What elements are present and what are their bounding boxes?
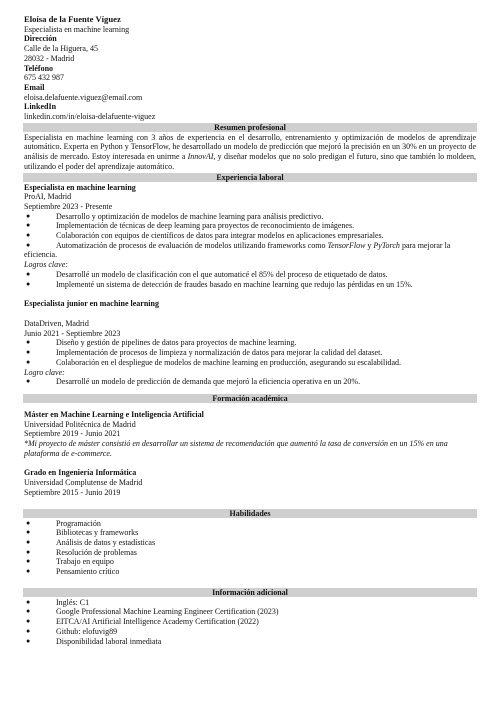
additional-list — [24, 598, 476, 647]
contact-block — [24, 15, 476, 122]
bullet-icon: ● — [26, 617, 31, 626]
education-item-2 — [24, 468, 476, 497]
list-item: ● Colaboración en el despliegue de modelos de machine learning en producción, asegurando su escalabilidad. — [26, 357, 401, 367]
bullet-icon: ● — [26, 240, 31, 249]
bullet-icon: ● — [26, 597, 31, 606]
bullet-icon: ● — [26, 518, 31, 527]
list-item: ● Desarrollé un modelo de predicción de demanda que mejoró la eficiencia operativa en un 20%. — [26, 377, 361, 387]
list-item: ● Desarrollo y optimización de modelos de machine learning para análisis predictivo. — [26, 211, 324, 221]
address-line1: Calle de la Higuera, 45 — [24, 44, 98, 54]
list-item: ● Github: elofuvig89 — [26, 626, 118, 636]
bullet-icon: ● — [26, 211, 31, 220]
bullet-icon: ● — [26, 547, 31, 556]
experience-heading: Experiencia laboral — [23, 173, 477, 182]
list-item: ● EITCA/AI Artificial Intelligence Academy Certification (2022) — [26, 617, 259, 627]
list-item: ● Programación — [26, 518, 101, 528]
summary-company: InnovAI — [187, 152, 214, 162]
additional-heading: Información adicional — [23, 588, 477, 597]
bullet-icon: ● — [26, 528, 31, 537]
phone-label: Teléfono — [24, 63, 54, 73]
degree-school: Universidad Politécnica de Madrid — [24, 419, 136, 429]
list-item: ● Colaboración con equipos de científicos de datos para integrar modelos en aplicaciones empresariales. — [26, 231, 384, 241]
job-2 — [24, 299, 476, 387]
skills-list — [24, 519, 476, 577]
degree-dates: Septiembre 2015 - Junio 2019 — [24, 487, 121, 497]
job-achievements — [24, 270, 476, 289]
degree-title: Máster en Machine Learning e Inteligencia Artificial — [24, 409, 204, 419]
bullet-icon: ● — [26, 636, 31, 645]
bullet-icon: ● — [26, 626, 31, 635]
bullet-icon: ● — [26, 377, 31, 386]
list-item: ● Diseño y gestión de pipelines de datos para proyectos de machine learning. — [26, 338, 297, 348]
list-item: ● Inglés: C1 — [26, 597, 90, 607]
task-continuation: eficiencia. — [24, 250, 58, 260]
degree-note: *Mi proyecto de máster consistió en desarrollar un sistema de recomendación que aumentó la tasa de conversión en un 15% en una — [24, 439, 448, 449]
list-item: ● Implementé un sistema de detección de fraudes basado en machine learning que redujo las pérdidas en un 15%. — [26, 279, 413, 289]
bullet-icon: ● — [26, 269, 31, 278]
list-item: ● Análisis de datos y estadísticas — [26, 537, 156, 547]
bullet-icon: ● — [26, 348, 31, 357]
bullet-icon: ● — [26, 537, 31, 546]
degree-title: Grado en Ingeniería Informática — [24, 468, 137, 478]
bullet-icon: ● — [26, 221, 31, 230]
job-dates: Septiembre 2023 - Presente — [24, 201, 113, 211]
address-line2: 28032 - Madrid — [24, 53, 75, 63]
bullet-icon: ● — [26, 607, 31, 616]
summary-heading: Resumen profesional — [23, 123, 477, 132]
bullet-icon: ● — [26, 567, 31, 576]
list-item: ● Google Professional Machine Learning Engineer Certification (2023) — [26, 607, 279, 617]
email-value[interactable]: eloisa.delafuente.viguez@email.com — [24, 92, 143, 102]
list-item: ● Automatización de procesos de evaluación de modelos utilizando frameworks como TensorFlow y PyTorch para mejorar la — [26, 240, 451, 250]
list-item: ● Trabajo en equipo — [26, 557, 114, 567]
list-item: ● Pensamiento crítico — [26, 567, 120, 577]
job-tasks — [24, 338, 476, 367]
job-title: Especialista en machine learning — [24, 182, 136, 192]
summary-text: Especialista en machine learning con 3 años de experiencia en el desarrollo, entrenamiento y optimización de modelos de aprendizaje automático. Experta en Python y TensorFlow, he desarrollado un modelo de predicción que mejoró la precisión en un 30% en un proyecto de análisis de mercado. Estoy interesada en unirme a InnovAI, y diseñar modelos que no solo predigan el futuro, sino que también lo moldeen, utilizando el poder del aprendizaje automático. — [24, 132, 476, 171]
bullet-icon: ● — [26, 557, 31, 566]
job-achievements — [24, 377, 476, 387]
linkedin-value[interactable]: linkedin.com/in/eloisa-delafuente-viguez — [24, 112, 156, 122]
list-item: ● Implementación de procesos de limpieza y normalización de datos para mejorar la calidad del dataset. — [26, 348, 383, 358]
education-item-1 — [24, 410, 476, 459]
skills-heading: Habilidades — [23, 509, 477, 518]
list-item: ● Resolución de problemas — [26, 547, 137, 557]
bullet-icon: ● — [26, 231, 31, 240]
list-item: ● Desarrollé un modelo de clasificación con el que automaticé el 85% del proceso de etiquetado de datos. — [26, 269, 388, 279]
phone-value: 675 432 987 — [24, 73, 64, 83]
email-label: Email — [24, 82, 45, 92]
achievements-label: Logro clave: — [24, 367, 65, 377]
job-company: DataDriven, Madrid — [24, 318, 89, 328]
bullet-icon: ● — [26, 279, 31, 288]
job-dates: Junio 2021 - Septiembre 2023 — [24, 328, 121, 338]
list-item: ● Implementación de técnicas de deep learning para proyectos de reconocimiento de imágenes. — [26, 221, 355, 231]
education-heading: Formación académica — [23, 394, 477, 403]
list-item: ● Bibliotecas y frameworks — [26, 528, 139, 538]
achievements-label: Logros clave: — [24, 260, 68, 270]
candidate-name: Eloísa de la Fuente Víguez — [24, 14, 121, 24]
linkedin-label: LinkedIn — [24, 102, 57, 112]
job-1 — [24, 183, 476, 290]
job-title: Especialista junior en machine learning — [24, 299, 159, 309]
job-tasks — [24, 212, 476, 251]
degree-school: Universidad Complutense de Madrid — [24, 478, 143, 488]
bullet-icon: ● — [26, 357, 31, 366]
job-company: ProAI, Madrid — [24, 192, 72, 202]
candidate-title: Especialista en machine learning — [24, 24, 130, 34]
degree-dates: Septiembre 2019 - Junio 2021 — [24, 429, 121, 439]
list-item: ● Disponibilidad laboral inmediata — [26, 636, 162, 646]
address-label: Dirección — [24, 34, 57, 44]
degree-note-cont: plataforma de e-commerce. — [24, 448, 112, 458]
bullet-icon: ● — [26, 338, 31, 347]
